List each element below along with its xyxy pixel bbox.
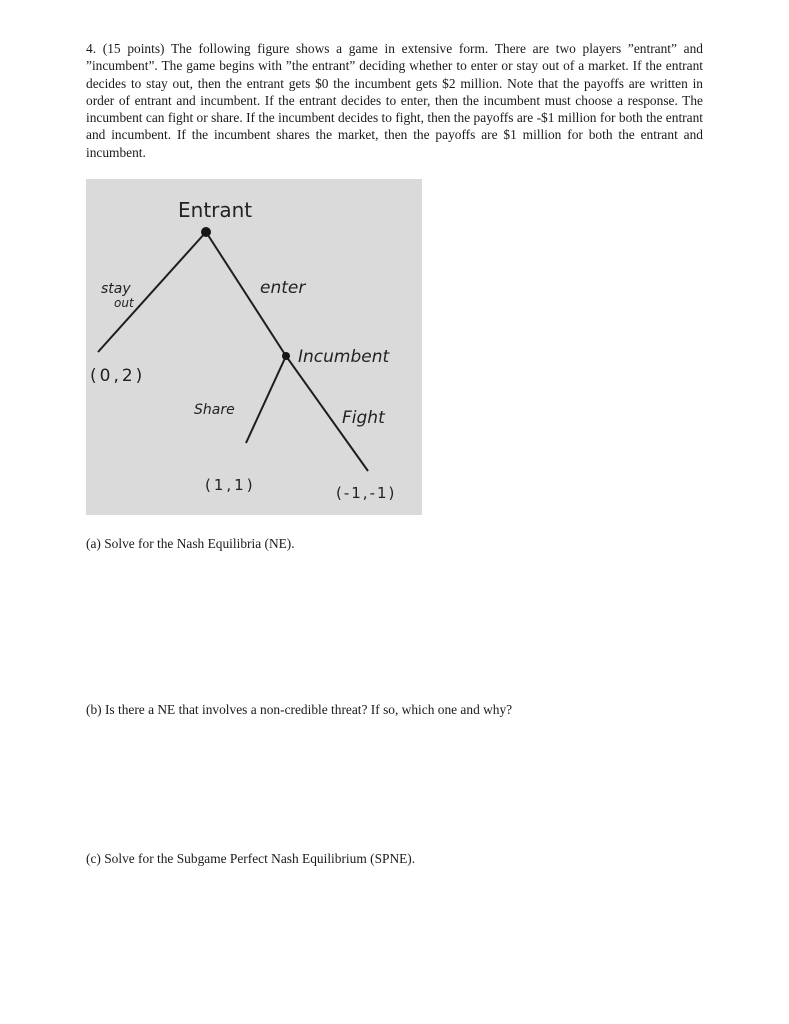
question-b: (b) Is there a NE that involves a non-credible threat? If so, which one and why? <box>86 702 513 717</box>
label-entrant: Entrant <box>178 198 253 222</box>
problem-text: (15 points) The following figure shows a game in extensive form. There are two players ”entrant” and ”incumbent”. The game begins with ”the entrant” deciding whether to enter or stay out of a market. If the entrant decides to stay out, then the entrant gets $0 the incumbent gets $2 million. Note that the payoffs are written in order of entrant and incumbent. If the entrant decides to enter, then the incumbent must choose a response. The incumbent can fight or share. If the incumbent decides to fight, then the payoffs are -$1 million for both the entrant and incumbent. If the incumbent shares the market, then the payoffs are $1 million for both the entrant and incumbent. <box>86 41 703 160</box>
game-tree-svg <box>86 179 422 515</box>
problem-statement <box>86 40 703 161</box>
problem-number: 4. <box>86 41 97 56</box>
label-fight: Fight <box>342 408 385 428</box>
payoff-fight: (-1,-1) <box>336 484 397 502</box>
label-out: out <box>114 296 134 310</box>
label-stay: stay <box>101 281 131 297</box>
label-share: Share <box>194 402 235 418</box>
payoff-stay-out: (0,2) <box>90 366 146 386</box>
question-c: (c) Solve for the Subgame Perfect Nash Equilibrium (SPNE). <box>86 851 416 866</box>
incumbent-node <box>282 352 290 360</box>
entrant-node <box>201 227 211 237</box>
label-incumbent: Incumbent <box>298 347 390 367</box>
payoff-share: (1,1) <box>205 476 256 494</box>
edge-share <box>246 356 286 443</box>
question-a: (a) Solve for the Nash Equilibria (NE). <box>86 536 295 551</box>
game-tree-figure <box>86 179 422 515</box>
label-enter: enter <box>260 278 306 298</box>
